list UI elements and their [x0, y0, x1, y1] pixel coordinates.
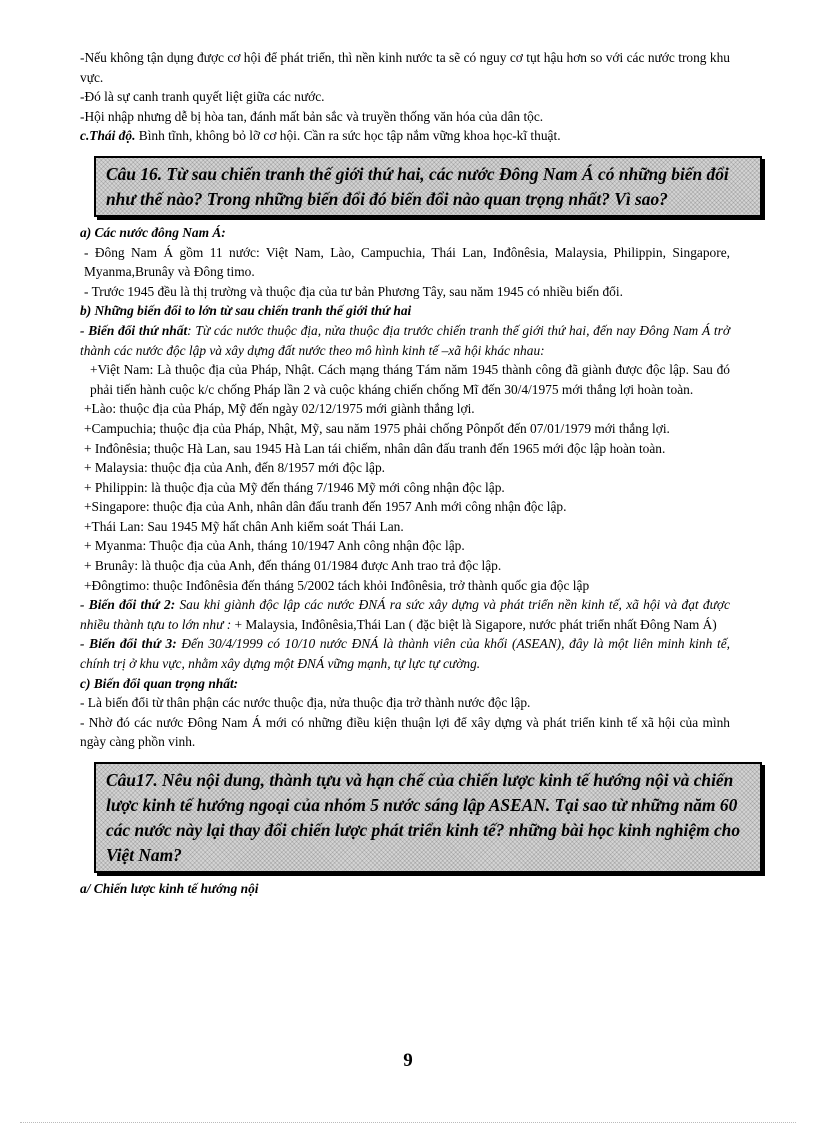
question-16-box: Câu 16. Từ sau chiến tranh thế giới thứ hai, các nước Đông Nam Á có những biến đổi như thế nào? Trong những biến đổi đó biến đổi nào quan trọng nhất? Vì sao?	[94, 156, 762, 217]
q16-a-item-1: - Đông Nam Á gồm 11 nước: Việt Nam, Lào, Campuchia, Thái Lan, Inđônêsia, Malaysia, Philippin, Singapore, Myanma,Brunây và Đông timo.	[84, 244, 730, 280]
intro-line-1: -Nếu không tận dụng được cơ hội để phát triển, thì nền kinh nước ta sẽ có nguy cơ tụt hậu hơn so với các nước trong khu vực.	[80, 50, 730, 85]
q16-section-b-heading: b) Những biến đổi to lớn từ sau chiến tranh thế giới thứ hai	[80, 303, 412, 319]
country-singapore: +Singapore: thuộc địa của Anh, nhân dân đấu tranh đến 1957 Anh mới công nhận độc lập.	[84, 499, 567, 515]
q16-section-c-heading: c) Biến đổi quan trọng nhất:	[80, 675, 239, 691]
change-1-text: : Từ các nước thuộc địa, nửa thuộc địa trước chiến tranh thế giới thứ hai, đến nay Đông Nam Á trở thành các nước độc lập và xây dựng đất nước theo mô hình kinh tế –xã hội khác nhau:	[80, 322, 730, 358]
q16-c-item-1: - Là biến đổi từ thân phận các nước thuộc địa, nửa thuộc địa trở thành nước độc lập.	[80, 695, 531, 711]
country-philippines: + Philippin: là thuộc địa của Mỹ đến tháng 7/1946 Mỹ mới công nhận độc lập.	[84, 479, 505, 495]
change-3-text: Đến 30/4/1999 có 10/10 nước ĐNÁ là thành viên của khối (ASEAN), đây là một liên minh kinh tế, chính trị ở khu vực, nhằm xây dựng một ĐNÁ vững mạnh, tự lực tự cường.	[80, 636, 730, 672]
attitude-label: c.Thái độ.	[80, 128, 136, 144]
country-malaysia: + Malaysia: thuộc địa của Anh, đến 8/1957 mới độc lập.	[84, 460, 385, 476]
country-indonesia: + Inđônêsia; thuộc Hà Lan, sau 1945 Hà Lan tái chiếm, nhân dân đấu tranh đến 1965 mới độc lập hoàn toàn.	[84, 440, 666, 456]
q16-a-item-2: - Trước 1945 đều là thị trường và thuộc địa của tư bản Phương Tây, sau năm 1945 có nhiều biến đổi.	[84, 283, 623, 299]
document-body	[80, 48, 741, 899]
change-1-label: - Biến đổi thứ nhất	[80, 322, 188, 338]
q16-change-3	[80, 634, 730, 673]
country-brunei: + Brunây: là thuộc địa của Anh, đến tháng 01/1984 được Anh trao trả độc lập.	[84, 558, 502, 574]
change-2-text-italic: Sau khi giành độc lập các nước ĐNÁ ra sức xây dựng và phát triển nền kinh tế, xã hội và đạt được nhiều thành tựu to lớn như :	[80, 597, 730, 632]
q16-change-1	[80, 321, 730, 360]
attitude-paragraph	[80, 126, 730, 146]
q16-section-a-heading: a) Các nước đông Nam Á:	[80, 224, 226, 240]
q16-c-item-2: - Nhờ đó các nước Đông Nam Á mới có những điều kiện thuận lợi để xây dựng và phát triển kinh tế xã hội của mình ngày càng phồn vinh.	[80, 714, 730, 750]
change-3-label: - Biến đổi thứ 3:	[80, 636, 177, 652]
country-myanmar: + Myanma: Thuộc địa của Anh, tháng 10/1947 Anh công nhận độc lập.	[84, 538, 465, 554]
country-vietnam: +Việt Nam: Là thuộc địa của Pháp, Nhật. Cách mạng tháng Tám năm 1945 thành công đã giành được độc lập. Sau đó phải tiến hành cuộc k/c chống Pháp lần 2 và cuộc kháng chiến chống Mĩ đến 30/4/1975 mới thắng lợi hoàn toàn.	[90, 362, 730, 397]
change-2-text-plain: + Malaysia, Inđônêsia,Thái Lan ( đặc biệt là Sigapore, nước phát triển nhất Đông Nam Á)	[231, 616, 717, 632]
intro-line-3: -Hội nhập nhưng dễ bị hòa tan, đánh mất bản sắc và truyền thống văn hóa của dân tộc.	[80, 108, 544, 124]
attitude-text: Bình tĩnh, không bỏ lỡ cơ hội. Cần ra sức học tập nắm vững khoa học-kĩ thuật.	[135, 128, 561, 144]
question-17-box: Câu17. Nêu nội dung, thành tựu và hạn chế của chiến lược kinh tế hướng nội và chiến lược kinh tế hướng ngoại của nhóm 5 nước sáng lập ASEAN. Tại sao từ những năm 60 các nước này lại thay đổi chiến lược phát triển kinh tế? những bài học kinh nghiệm cho Việt Nam?	[94, 762, 762, 873]
intro-line-2: -Đó là sự canh tranh quyết liệt giữa các nước.	[80, 89, 325, 105]
country-cambodia: +Campuchia; thuộc địa của Pháp, Nhật, Mỹ, sau năm 1975 phải chống Pônpốt đến 07/01/1979 mới thắng lợi.	[84, 420, 670, 436]
q16-change-2	[80, 595, 730, 634]
country-thailand: +Thái Lan: Sau 1945 Mỹ hất chân Anh kiểm soát Thái Lan.	[84, 518, 404, 534]
change-2-label: - Biến đổi thứ 2:	[80, 597, 176, 613]
q17-section-a-heading: a/ Chiến lược kinh tế hướng nội	[80, 881, 259, 896]
page-number: 9	[403, 1050, 413, 1071]
country-laos: +Lào: thuộc địa của Pháp, Mỹ đến ngày 02/12/1975 mới giành thắng lợi.	[84, 401, 475, 417]
country-east-timor: +Đôngtimo: thuộc Inđônêsia đến tháng 5/2002 tách khỏi Inđônêsia, trở thành quốc gia độc lập	[84, 577, 590, 593]
